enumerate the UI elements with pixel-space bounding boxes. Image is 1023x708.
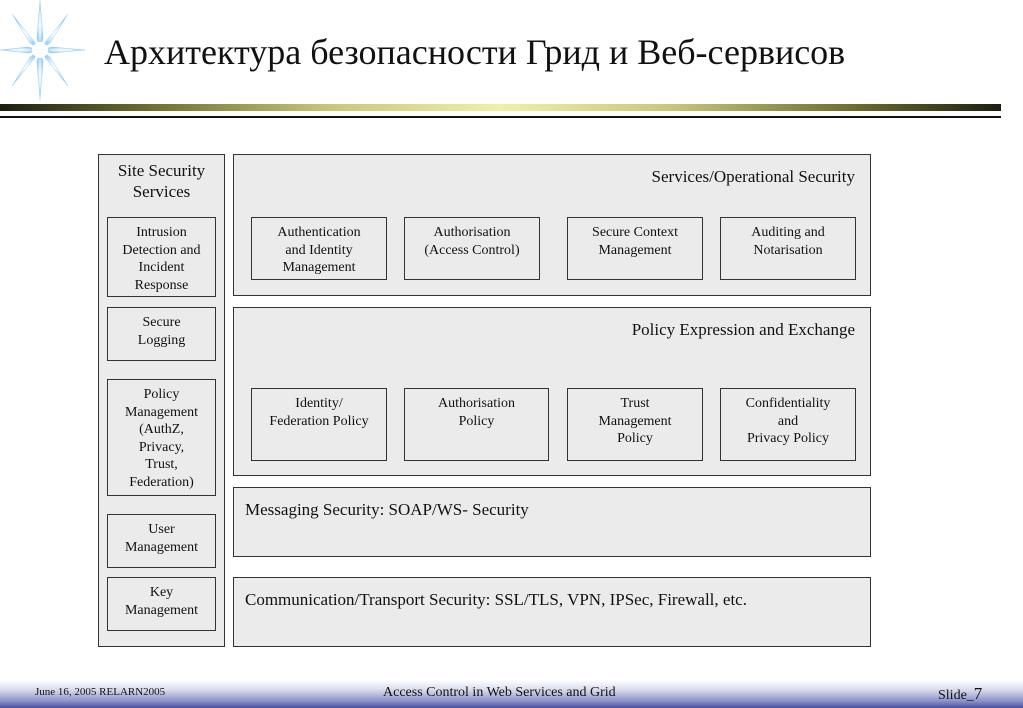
header-gradient-rule xyxy=(0,104,1001,111)
site-item-secure-logging: Secure Logging xyxy=(107,307,216,361)
slide-number-value: 7 xyxy=(973,684,983,703)
policy-item-trust-management: Trust Management Policy xyxy=(567,388,703,461)
service-item-authorisation: Authorisation (Access Control) xyxy=(404,217,540,280)
policy-expression-label: Policy Expression and Exchange xyxy=(631,320,855,339)
site-item-intrusion-detection: Intrusion Detection and Incident Response xyxy=(107,217,216,297)
service-item-secure-context: Secure Context Management xyxy=(567,217,703,280)
slide-number xyxy=(938,684,982,704)
policy-item-confidentiality: Confidentiality and Privacy Policy xyxy=(720,388,856,461)
policy-item-identity-federation: Identity/ Federation Policy xyxy=(251,388,387,461)
site-item-user-management: User Management xyxy=(107,514,216,568)
messaging-security-panel xyxy=(233,487,871,557)
star-logo-icon xyxy=(0,0,85,100)
messaging-security-label: Messaging Security: SOAP/WS- Security xyxy=(245,500,529,519)
service-item-authentication: Authentication and Identity Management xyxy=(251,217,387,280)
transport-security-panel xyxy=(233,577,871,647)
header-divider xyxy=(0,116,1001,118)
transport-security-label: Communication/Transport Security: SSL/TLS, VPN, IPSec, Firewall, etc. xyxy=(245,590,747,609)
slide-number-prefix: Slide_ xyxy=(938,688,974,703)
site-item-key-management: Key Management xyxy=(107,577,216,631)
site-security-title: Site Security Services xyxy=(117,161,206,201)
site-item-policy-management: Policy Management (AuthZ, Privacy, Trust, Federation) xyxy=(107,379,216,496)
service-item-auditing: Auditing and Notarisation xyxy=(720,217,856,280)
page-title: Архитектура безопасности Грид и Веб-сервисов xyxy=(104,32,846,72)
footer-date: June 16, 2005 RELARN2005 xyxy=(35,686,166,698)
policy-item-authorisation: Authorisation Policy xyxy=(404,388,549,461)
services-operational-label: Services/Operational Security xyxy=(651,167,855,186)
footer-center-title: Access Control in Web Services and Grid xyxy=(383,685,616,700)
